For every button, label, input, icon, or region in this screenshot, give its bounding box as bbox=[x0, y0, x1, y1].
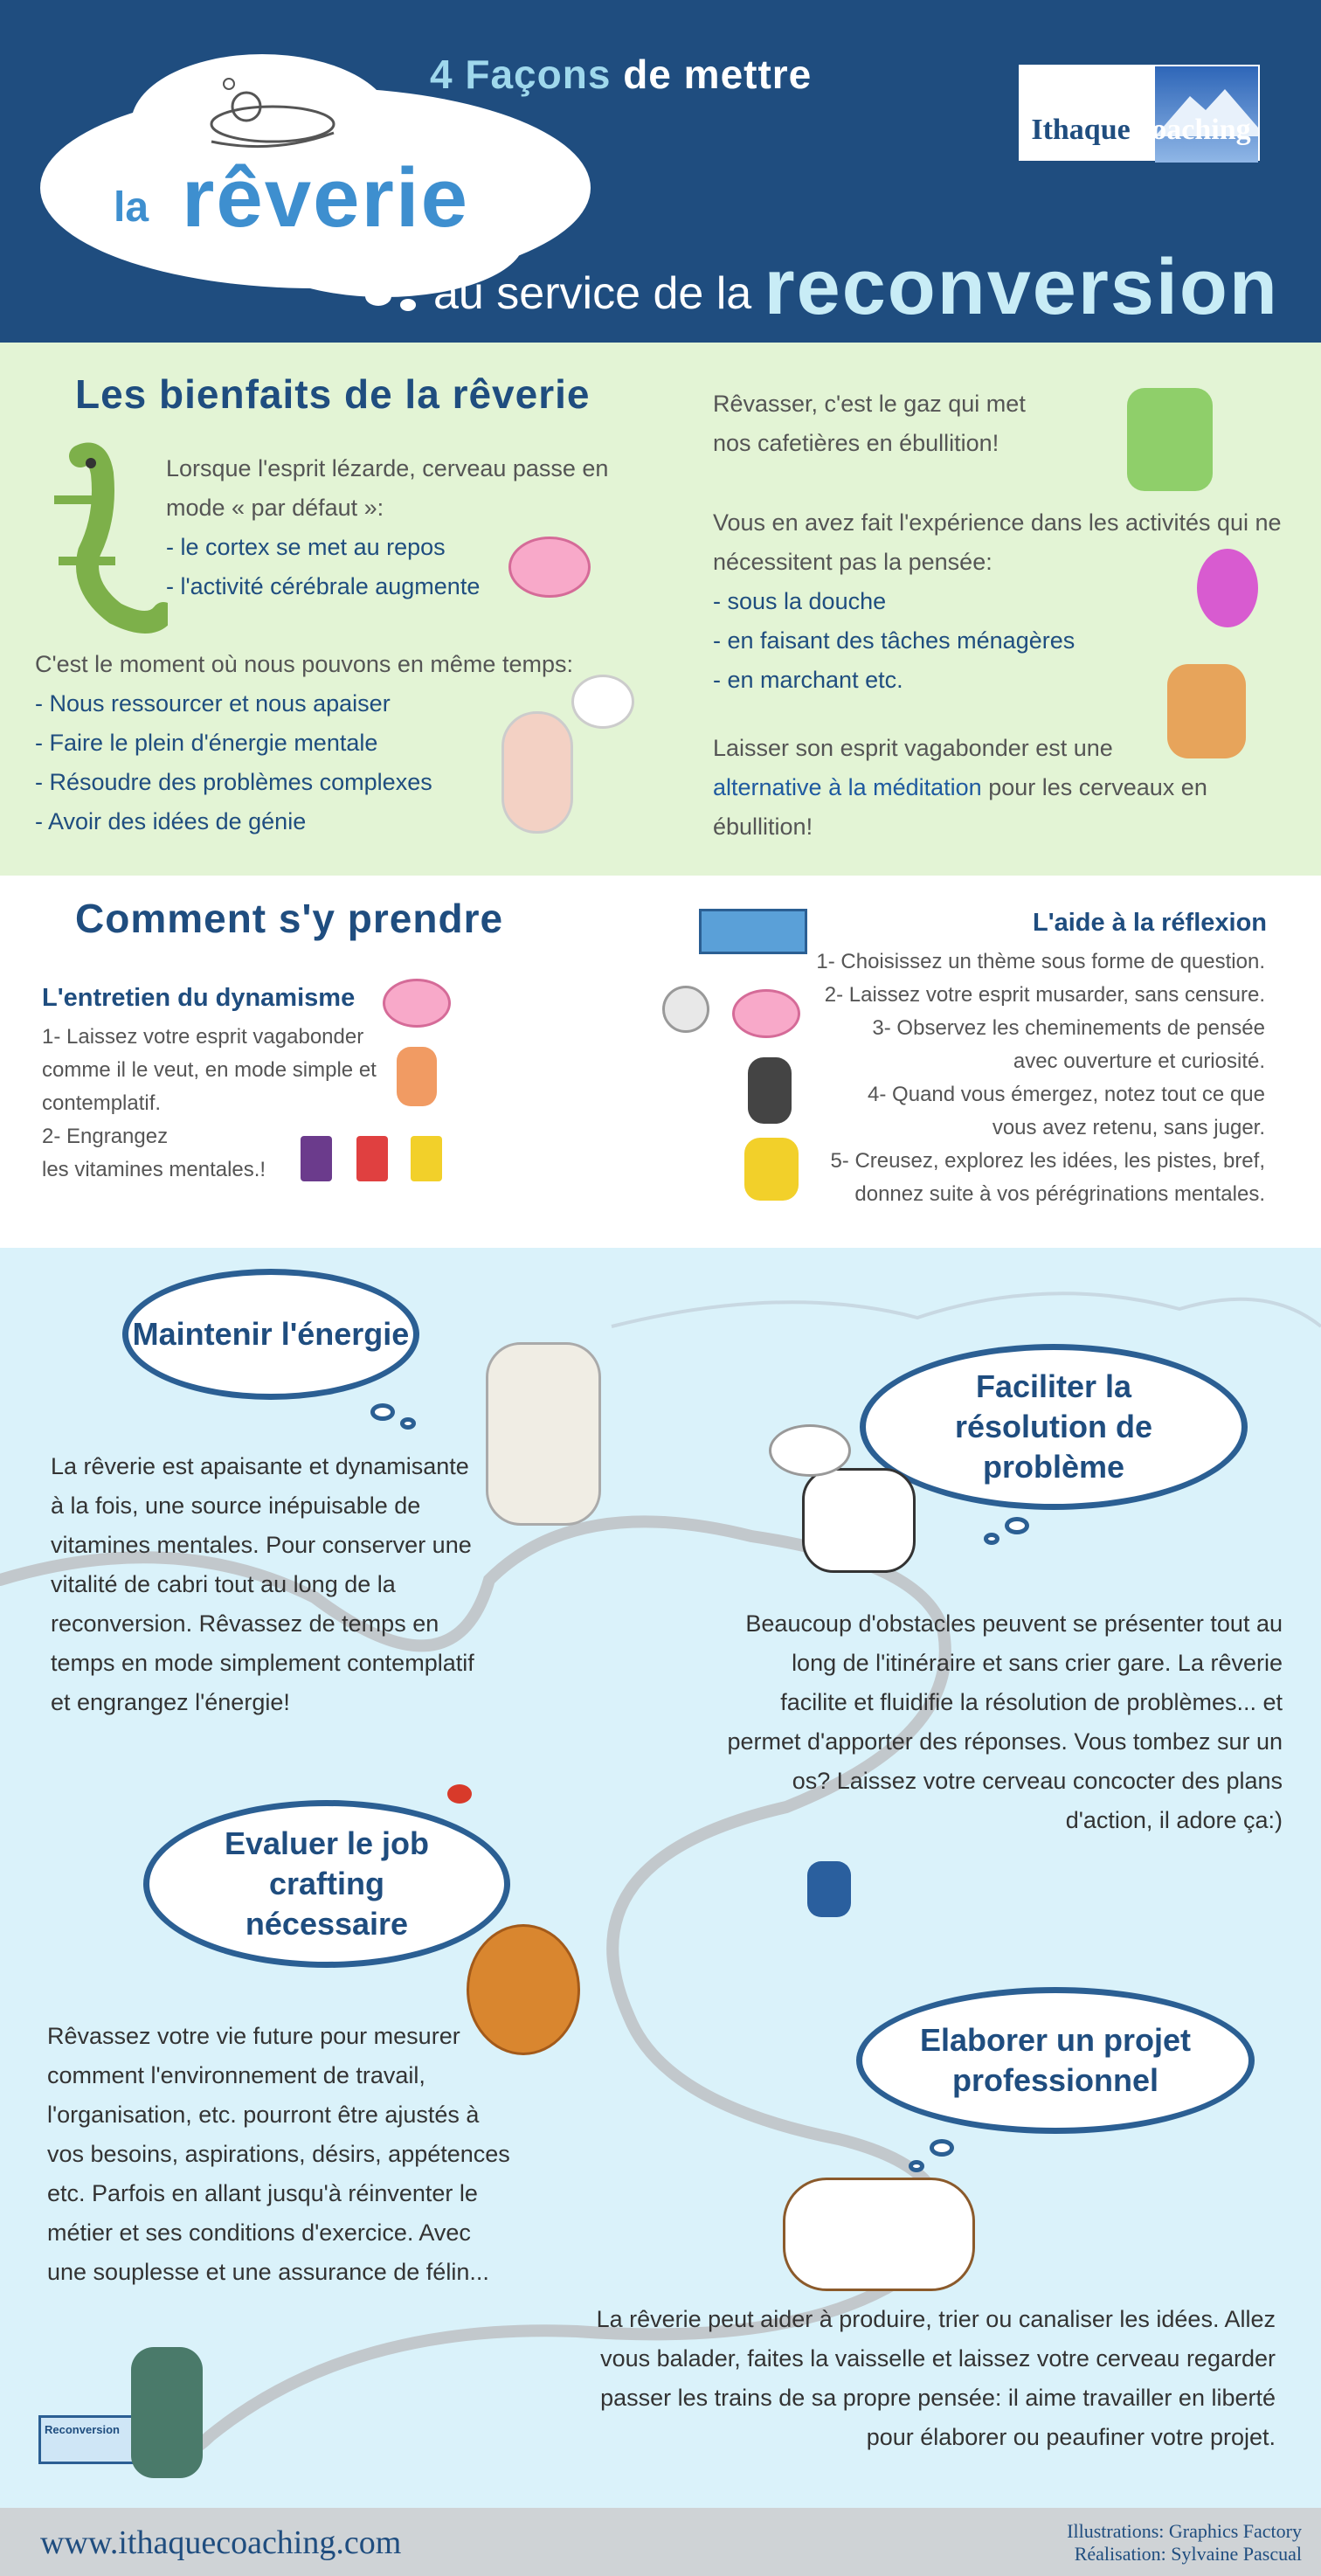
text-line: Rêvasser, c'est le gaz qui met bbox=[713, 391, 1026, 417]
credits bbox=[1067, 2520, 1302, 2566]
text-line: os? Laissez votre cerveau concocter des plans bbox=[792, 1768, 1283, 1794]
goat-icon bbox=[486, 1342, 601, 1526]
logo-text-b: Coaching bbox=[1130, 114, 1251, 146]
cloud-maintenir bbox=[122, 1269, 419, 1400]
juice-watermelon-icon bbox=[356, 1136, 388, 1181]
text-line: - l'activité cérébrale augmente bbox=[166, 573, 481, 599]
cloud-title: Elaborer un projet professionnel bbox=[919, 2022, 1192, 2098]
cloud-dot bbox=[400, 1417, 416, 1430]
header-banner bbox=[0, 0, 1321, 343]
reconversion-signpost bbox=[38, 2415, 140, 2464]
text-line: Vous en avez fait l'expérience dans les activités qui ne bbox=[713, 509, 1282, 536]
text-line: Lorsque l'esprit lézarde, cerveau passe en bbox=[166, 455, 609, 481]
girl-icon bbox=[397, 1047, 437, 1106]
title-accent: 4 Façons bbox=[430, 52, 612, 97]
text-line: mode « par défaut »: bbox=[166, 495, 384, 521]
text-line: - Faire le plein d'énergie mentale bbox=[35, 730, 378, 756]
text-line: - sous la douche bbox=[713, 588, 887, 614]
logo-text bbox=[1020, 114, 1262, 147]
brain-icon bbox=[383, 979, 451, 1028]
title-line-3 bbox=[433, 243, 1279, 333]
step-line: 1- Choisissez un thème sous forme de question. bbox=[816, 950, 1265, 973]
eye-icon bbox=[662, 986, 709, 1033]
cloud-dot bbox=[1005, 1517, 1029, 1534]
text-line: d'action, il adore ça:) bbox=[1065, 1807, 1283, 1833]
text-line: pour élaborer ou peaufiner votre projet. bbox=[866, 2424, 1276, 2450]
text-line: vitalité de cabri tout au long de la bbox=[51, 1571, 396, 1597]
title-line-1 bbox=[430, 51, 812, 98]
hiker-icon bbox=[807, 1861, 851, 1917]
text-line: long de l'itinéraire et sans crier gare. La rêverie bbox=[792, 1650, 1283, 1676]
text-line: Rêvassez votre vie future pour mesurer bbox=[47, 2023, 460, 2049]
text-line: etc. Parfois en allant jusqu'à réinventer le bbox=[47, 2180, 478, 2206]
text-line: vitamines mentales. Pour conserver une bbox=[51, 1532, 472, 1558]
lightbulb-icon bbox=[571, 675, 634, 729]
text-line: - en marchant etc. bbox=[713, 667, 903, 693]
highlight: alternative à la méditation bbox=[713, 774, 982, 800]
text-line: reconversion. Rêvassez de temps en bbox=[51, 1610, 439, 1637]
text-line: - Avoir des idées de génie bbox=[35, 808, 307, 834]
lizard-icon bbox=[19, 439, 168, 640]
credit-line: Réalisation: Sylvaine Pascual bbox=[1074, 2543, 1302, 2565]
text-line: - en faisant des tâches ménagères bbox=[713, 627, 1075, 654]
credit-line: Illustrations: Graphics Factory bbox=[1067, 2520, 1302, 2542]
cloud-title: Evaluer le job crafting nécessaire bbox=[224, 1825, 430, 1942]
ladybug-icon bbox=[447, 1784, 472, 1804]
cloud-title: Maintenir l'énergie bbox=[132, 1316, 410, 1352]
backpack-icon bbox=[131, 2347, 203, 2478]
einstein-icon bbox=[501, 711, 573, 834]
section-title: Comment s'y prendre bbox=[75, 896, 504, 941]
juice-grape-icon bbox=[301, 1136, 332, 1181]
text-line: nos cafetières en ébullition! bbox=[713, 430, 999, 456]
section-title: Les bienfaits de la rêverie bbox=[75, 371, 591, 417]
text-line: une souplesse et une assurance de félin... bbox=[47, 2259, 489, 2285]
left-subtitle: L'entretien du dynamisme bbox=[42, 984, 356, 1012]
bone-icon bbox=[769, 1424, 851, 1477]
juice-lemon-icon bbox=[411, 1136, 442, 1181]
cow-icon bbox=[783, 2178, 975, 2291]
right-steps bbox=[786, 945, 1265, 1211]
footer bbox=[0, 2508, 1321, 2576]
text-line: nécessitent pas la pensée: bbox=[713, 549, 992, 575]
cloud-elaborer bbox=[856, 1987, 1255, 2134]
step-line: comme il le veut, en mode simple et bbox=[42, 1058, 377, 1082]
cloud-dot bbox=[370, 1403, 395, 1421]
flower-icon bbox=[1197, 549, 1258, 627]
step-line: les vitamines mentales.! bbox=[42, 1158, 266, 1181]
cloud-evaluer bbox=[143, 1800, 510, 1968]
ithaque-logo[interactable] bbox=[1019, 65, 1260, 161]
text-line: Beaucoup d'obstacles peuvent se présenter tout au bbox=[745, 1610, 1283, 1637]
thinker-icon bbox=[748, 1057, 792, 1124]
text-line: Laisser son esprit vagabonder est une bbox=[713, 735, 1113, 761]
bienfaits-r3 bbox=[713, 729, 1307, 847]
text-line bbox=[713, 768, 1307, 807]
text-line: - le cortex se met au repos bbox=[166, 534, 446, 560]
sign-text: Reconversion bbox=[45, 2423, 120, 2436]
dog-icon bbox=[802, 1468, 916, 1573]
cloud-dot bbox=[400, 299, 416, 311]
text-line: facilite et fluidifie la résolution de problèmes... et bbox=[780, 1689, 1283, 1715]
text-line: comment l'environnement de travail, bbox=[47, 2062, 425, 2088]
cloud-dot bbox=[984, 1533, 999, 1545]
title-reconversion: reconversion bbox=[764, 244, 1279, 331]
dreamer-illustration bbox=[194, 72, 351, 159]
facon-1-text bbox=[51, 1447, 488, 1722]
step-line: 2- Laissez votre esprit musarder, sans censure. bbox=[824, 983, 1265, 1007]
step-line: 2- Engrangez bbox=[42, 1125, 169, 1148]
text-line: vos besoins, aspirations, désirs, appétences bbox=[47, 2141, 510, 2167]
step-line: 1- Laissez votre esprit vagabonder bbox=[42, 1025, 364, 1049]
cloud-faciliter bbox=[860, 1344, 1248, 1510]
step-line: vous avez retenu, sans juger. bbox=[992, 1116, 1265, 1139]
text-line: temps en mode simplement contemplatif bbox=[51, 1650, 474, 1676]
step-line: 4- Quand vous émergez, notez tout ce que bbox=[868, 1083, 1265, 1106]
text-line: l'organisation, etc. pourront être ajustés à bbox=[47, 2102, 480, 2128]
text-line: - Nous ressourcer et nous apaiser bbox=[35, 690, 391, 717]
title-la: la bbox=[114, 184, 149, 231]
title-text: au service de la bbox=[433, 268, 764, 319]
facon-4-text bbox=[559, 2300, 1276, 2457]
brain-icon bbox=[508, 537, 591, 598]
cloud-dot bbox=[930, 2139, 954, 2157]
facon-2-text bbox=[716, 1604, 1283, 1840]
section-comment bbox=[0, 876, 1321, 1248]
section-facons bbox=[0, 1248, 1321, 2508]
logo-text-a: Ithaque bbox=[1031, 114, 1131, 146]
text-line: métier et ses conditions d'exercice. Avec bbox=[47, 2219, 471, 2246]
cloud-dot bbox=[909, 2160, 924, 2172]
step-line: donnez suite à vos pérégrinations mentales. bbox=[854, 1182, 1265, 1206]
cloud-dot bbox=[365, 287, 391, 306]
text-line: La rêverie est apaisante et dynamisante bbox=[51, 1453, 469, 1479]
cloud-title: Faciliter la résolution de problème bbox=[954, 1368, 1153, 1485]
text-line: - Résoudre des problèmes complexes bbox=[35, 769, 432, 795]
text-line: à la fois, une source inépuisable de bbox=[51, 1492, 421, 1519]
text-line: passer les trains de sa propre pensée: il aime travailler en liberté bbox=[600, 2385, 1276, 2411]
section-bienfaits bbox=[0, 343, 1321, 876]
step-line: avec ouverture et curiosité. bbox=[1013, 1049, 1265, 1073]
text-line: permet d'apporter des réponses. Vous tombez sur un bbox=[727, 1728, 1283, 1755]
title-text: de mettre bbox=[611, 52, 813, 97]
bienfaits-r1 bbox=[713, 384, 1080, 463]
website-link[interactable]: www.ithaquecoaching.com bbox=[40, 2524, 402, 2561]
text-part: pour les cerveaux en bbox=[981, 774, 1207, 800]
coffee-boy-icon bbox=[1127, 388, 1213, 491]
step-line: 5- Creusez, explorez les idées, les pistes, bref, bbox=[830, 1149, 1265, 1173]
title-reverie: rêverie bbox=[182, 151, 469, 245]
facon-3-text bbox=[47, 2017, 519, 2292]
text-line: ébullition! bbox=[713, 814, 813, 840]
step-line: 3- Observez les cheminements de pensée bbox=[872, 1016, 1265, 1040]
text-line: vous balader, faites la vaisselle et laissez votre cerveau regarder bbox=[600, 2345, 1276, 2372]
right-subtitle: L'aide à la réflexion bbox=[1033, 909, 1267, 937]
step-line: contemplatif. bbox=[42, 1091, 162, 1115]
text-line: et engrangez l'énergie! bbox=[51, 1689, 290, 1715]
text-line: La rêverie peut aider à produire, trier ou canaliser les idées. Allez bbox=[596, 2306, 1276, 2332]
text-line: C'est le moment où nous pouvons en même temps: bbox=[35, 651, 573, 677]
juice-icons bbox=[301, 1127, 454, 1181]
